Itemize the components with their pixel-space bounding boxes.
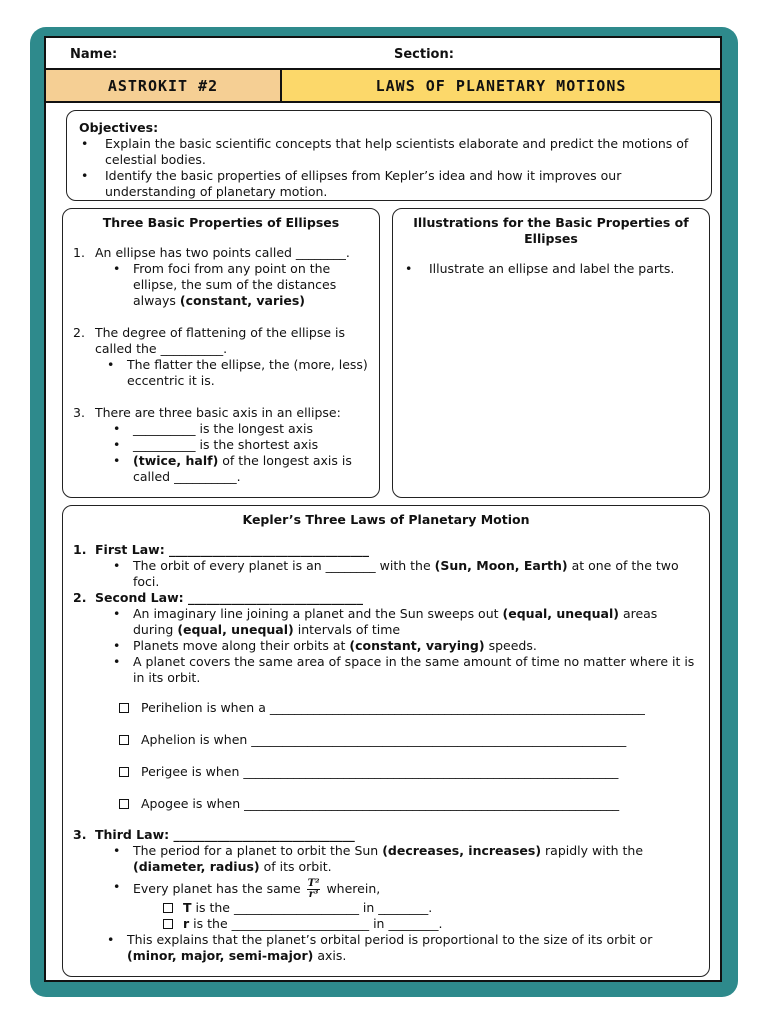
period-ratio-fraction: $\frac{\text{T²}}{\text{r³}}$ (307, 878, 320, 900)
r-variable-item[interactable]: r is the ______________________ in ________. (163, 916, 699, 932)
worksheet-sheet (44, 36, 722, 982)
property-bullet: • (twice, half) of the longest axis is called __________. (109, 453, 369, 485)
kit-title: ASTROKIT #2 (107, 76, 219, 95)
name-label: Name: (70, 47, 118, 62)
property-bullet: • The flatter the ellipse, the (more, less) eccentric it is. (103, 357, 369, 389)
law-bullet: • The orbit of every planet is an ________ with the (Sun, Moon, Earth) at one of the two foci. (109, 558, 699, 590)
property-bullet: • __________ is the longest axis (109, 421, 369, 437)
checkbox-icon[interactable] (119, 799, 129, 809)
property-item-1: 1. An ellipse has two points called ________. (73, 245, 350, 260)
kit-banner (46, 70, 282, 101)
third-law: 3. Third Law: _____________________________ (73, 827, 355, 842)
property-bullet: • From foci from any point on the ellipse, the sum of the distances always (constant, varies) (109, 261, 369, 309)
property-bullet: • __________ is the shortest axis (109, 437, 369, 453)
law-bullet: • Planets move along their orbits at (constant, varying) speeds. (109, 638, 699, 654)
t-variable-item[interactable]: T is the ____________________ in ________. (163, 900, 699, 916)
aphelion-checkbox-item[interactable]: Aphelion is when ____________________________________________________________ (119, 732, 699, 748)
kepler-laws-title: Kepler’s Three Laws of Planetary Motion (242, 512, 530, 527)
property-item-3: 3. There are three basic axis in an ellipse: (73, 405, 341, 420)
law-bullet: • An imaginary line joining a planet and the Sun sweeps out (equal, unequal) areas during (equal, unequal) intervals of time (109, 606, 699, 638)
checkbox-icon[interactable] (119, 703, 129, 713)
ellipse-properties-box (62, 208, 380, 498)
name-section-row (46, 38, 720, 68)
perigee-checkbox-item[interactable]: Perigee is when ____________________________________________________________ (119, 764, 699, 780)
title-banner (46, 68, 720, 103)
lesson-title: LAWS OF PLANETARY MOTIONS (375, 76, 627, 95)
checkbox-icon[interactable] (163, 919, 173, 929)
checkbox-icon[interactable] (119, 767, 129, 777)
objectives-box (66, 110, 712, 201)
illustrations-title: Illustrations for the Basic Properties of Ellipses (413, 215, 689, 246)
illustrations-box (392, 208, 710, 498)
illustration-instruction: • Illustrate an ellipse and label the parts. (403, 261, 699, 277)
law-bullet: • The period for a planet to orbit the Sun (decreases, increases) rapidly with the (diameter, radius) of its orbit. (109, 843, 699, 875)
checkbox-icon[interactable] (119, 735, 129, 745)
kepler-laws-box (62, 505, 710, 977)
second-law: 2. Second Law: ____________________________ (73, 590, 363, 605)
checkbox-icon[interactable] (163, 903, 173, 913)
law-bullet: • Every planet has the same $\frac{\text{T²}}{\text{r³}}$ wherein, (109, 879, 699, 900)
perihelion-checkbox-item[interactable]: Perihelion is when a ____________________________________________________________ (119, 700, 699, 716)
objectives-title: Objectives: (79, 120, 159, 135)
property-item-2: 2. The degree of flattening of the ellipse is called the __________. (73, 325, 345, 356)
first-law: 1. First Law: ________________________________ (73, 542, 370, 557)
law-bullet: • This explains that the planet’s orbital period is proportional to the size of its orbit or (minor, major, semi-major) axis. (103, 932, 699, 964)
law-bullet: • A planet covers the same area of space in the same amount of time no matter where it is in its orbit. (109, 654, 699, 686)
lesson-banner (282, 70, 720, 101)
ellipse-properties-title: Three Basic Properties of Ellipses (102, 215, 340, 230)
apogee-checkbox-item[interactable]: Apogee is when ____________________________________________________________ (119, 796, 699, 812)
objective-item: • Identify the basic properties of ellipses from Kepler’s idea and how it improves our understanding of planetary motion. (79, 168, 699, 200)
objective-item: • Explain the basic scientific concepts that help scientists elaborate and predict the motions of celestial bodies. (79, 136, 699, 168)
section-label: Section: (394, 47, 454, 62)
